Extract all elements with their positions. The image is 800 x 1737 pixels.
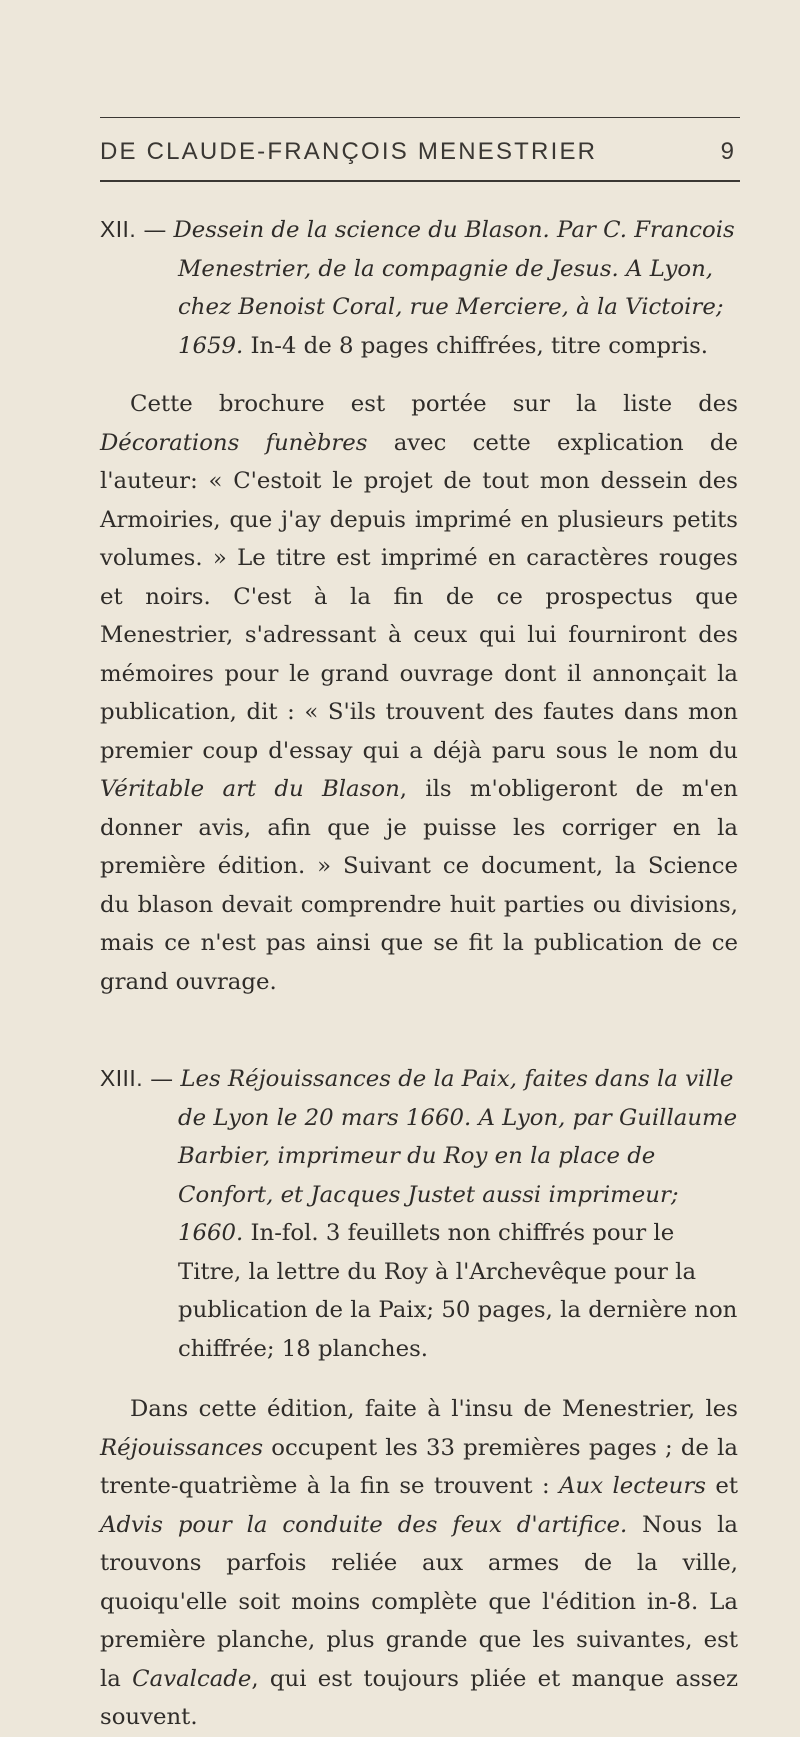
entry-number: XII. — [100, 216, 137, 242]
commentary-paragraph — [100, 1390, 738, 1737]
header-bottom-rule — [100, 180, 740, 182]
header-top-rule — [100, 117, 740, 118]
running-head — [100, 138, 740, 166]
text-run: , qui est toujours pliée et manque assez souvent. — [100, 1665, 738, 1730]
text-run: Nous la trouvons parfois reliée aux armes de la ville, quoiqu'elle soit moins complète que l'édition in-8. La première planche, plus grande que les suivantes, est la — [100, 1511, 738, 1692]
text-run: occupent les 33 premières pages ; de la trente-quatrième à la fin se trouvent : — [100, 1434, 738, 1499]
text-run: et — [705, 1473, 738, 1499]
entry-title: Les Réjouissances de la Paix, faites dans la ville de Lyon le 20 mars 1660. A Lyon, par Guillaume Barbier, imprimeur du Roy en la place de Confort, et Jacques Justet aussi imprimeur; 1660. — [178, 1066, 738, 1246]
running-title: DE CLAUDE-FRANÇOIS MENESTRIER — [100, 138, 598, 165]
italic-run: Aux lecteurs — [559, 1473, 706, 1499]
text-run: avec cette explication de l'auteur: « C'estoit le projet de tout mon dessein des Armoiries, que j'ay depuis imprimé en plusieurs petits volumes. » Le titre est imprimé en caractères rouges et noirs. C'est à la fin de ce prospectus que Menestrier, s'adressant à ceux qui lui fourniront des mémoires pour le grand ouvrage dont il annonçait la publication, dit : « S'ils trouvent des fautes dans mon premier coup d'essay qui a déjà paru sous le nom du — [100, 429, 738, 764]
bibliography-entry-xii — [100, 210, 738, 365]
entry-description: In-4 de 8 pages chiffrées, titre compris. — [250, 332, 709, 359]
entry-dash: — — [143, 217, 167, 243]
italic-run: Advis pour la conduite des feux d'artifice. — [100, 1511, 628, 1538]
italic-run: Décorations funèbres — [100, 429, 368, 456]
page-body — [100, 210, 738, 1737]
entry-title: Dessein de la science du Blason. Par C. Francois Menestrier, de la compagnie de Jesus. A Lyon, chez Benoist Coral, rue Merciere, à la Victoire; 1659. — [173, 217, 735, 359]
page-number: 9 — [720, 138, 734, 165]
text-run: , ils m'obligeront de m'en donner avis, afin que je puisse les corriger en la première édition. » Suivant ce document, la Science du blason devait comprendre huit parties ou divisions, mais ce n'est pas ainsi que se fit la publication de ce grand ouvrage. — [100, 776, 738, 995]
italic-run: Cavalcade — [132, 1665, 252, 1692]
italic-run: Réjouissances — [100, 1434, 264, 1461]
bibliography-entry-xiii — [100, 1059, 738, 1368]
entry-number: XIII. — [100, 1065, 144, 1091]
entry-description: In-fol. 3 feuillets non chiffrés pour le Titre, la lettre du Roy à l'Archevêque pour la publication de la Paix; 50 pages, la dernière non chiffrée; 18 planches. — [178, 1220, 738, 1362]
text-run: Dans cette édition, faite à l'insu de Menestrier, les — [130, 1396, 738, 1422]
entry-dash: — — [150, 1066, 174, 1092]
commentary-paragraph — [100, 385, 738, 1001]
italic-run: Véritable art du Blason — [100, 776, 400, 802]
text-run: Cette brochure est portée sur la liste des — [130, 391, 738, 417]
